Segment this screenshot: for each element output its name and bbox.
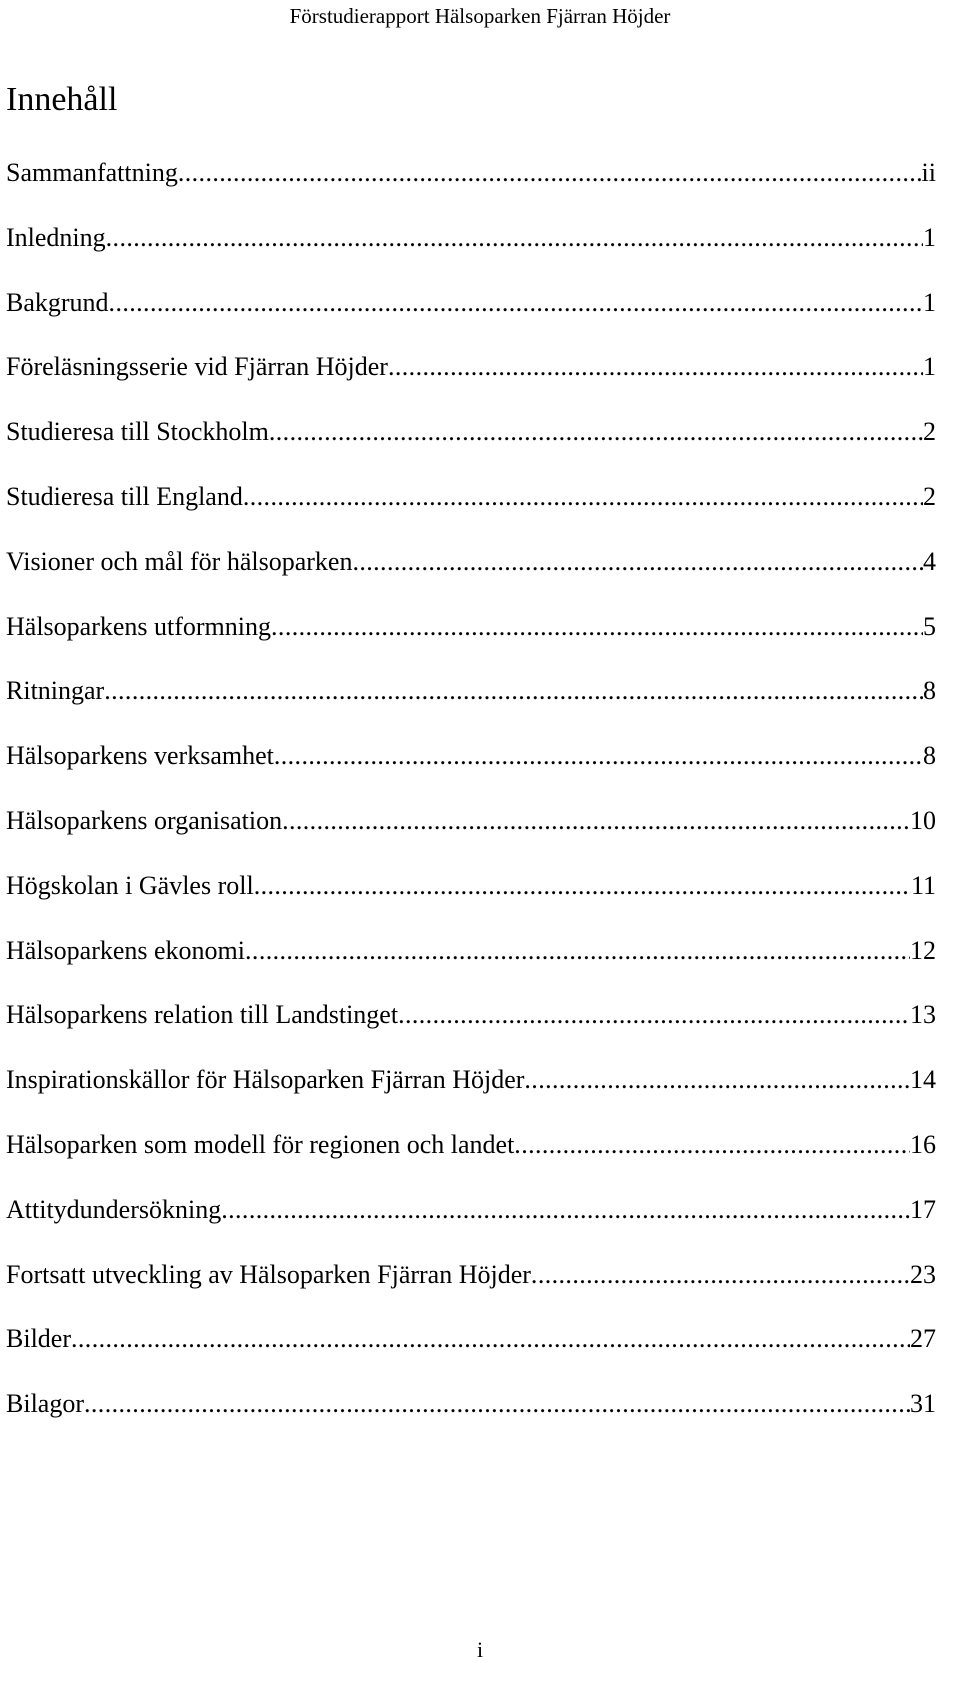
toc-entry-label: Högskolan i Gävles roll — [6, 870, 254, 900]
toc-entry-label: Visioner och mål för hälsoparken — [6, 546, 353, 576]
toc-entry-ekonomi[interactable] — [6, 934, 936, 999]
toc-entry-label: Inspirationskällor för Hälsoparken Fjärran Höjder — [6, 1065, 525, 1095]
toc-entry-inledning[interactable] — [6, 221, 936, 286]
dot-leader — [71, 1322, 910, 1356]
dot-leader — [245, 934, 910, 968]
toc-entry-inspirationskallor[interactable] — [6, 1063, 936, 1128]
toc-entry-sammanfattning[interactable] — [6, 156, 936, 221]
toc-entry-label: Hälsoparkens utformning — [6, 611, 272, 641]
toc-entry-label: Hälsoparkens relation till Landstinget — [6, 1000, 399, 1030]
toc-entry-page: 4 — [923, 546, 936, 576]
dot-leader — [274, 739, 923, 773]
toc-entry-label: Ritningar — [6, 676, 105, 706]
toc-entry-label: Studieresa till England — [6, 481, 243, 511]
toc-entry-label: Hälsoparkens ekonomi — [6, 935, 246, 965]
toc-entry-label: Hälsoparken som modell för regionen och landet — [6, 1129, 515, 1159]
toc-entry-label: Föreläsningsserie vid Fjärran Höjder — [6, 352, 388, 382]
dot-leader — [221, 1193, 910, 1227]
toc-entry-page: 10 — [910, 805, 936, 835]
toc-entry-forelasningsserie[interactable] — [6, 350, 936, 415]
dot-leader — [352, 545, 923, 579]
toc-entry-attitydundersokning[interactable] — [6, 1193, 936, 1258]
toc-entry-page: 31 — [910, 1389, 936, 1419]
toc-entry-hogskolan[interactable] — [6, 869, 936, 934]
toc-entry-label: Inledning — [6, 222, 106, 252]
dot-leader — [282, 804, 910, 838]
dot-leader — [388, 350, 923, 384]
toc-entry-modell[interactable] — [6, 1128, 936, 1193]
toc-list — [6, 156, 936, 1452]
dot-leader — [243, 480, 923, 514]
toc-entry-label: Bilder — [6, 1324, 71, 1354]
dot-leader — [104, 674, 923, 708]
toc-entry-label: Hälsoparkens organisation — [6, 805, 283, 835]
toc-entry-page: 1 — [923, 352, 936, 382]
dot-leader — [106, 221, 923, 255]
running-header: Förstudierapport Hälsoparken Fjärran Höjder — [289, 4, 671, 28]
dot-leader — [271, 610, 923, 644]
toc-entry-page: 12 — [910, 935, 936, 965]
toc-entry-page: 27 — [910, 1324, 936, 1354]
toc-entry-page: 2 — [923, 417, 936, 447]
toc-entry-page: 14 — [910, 1065, 936, 1095]
toc-entry-bilagor[interactable] — [6, 1387, 936, 1452]
dot-leader — [524, 1063, 910, 1097]
toc-entry-organisation[interactable] — [6, 804, 936, 869]
toc-entry-label: Studieresa till Stockholm — [6, 417, 269, 447]
dot-leader — [178, 156, 922, 190]
toc-entry-verksamhet[interactable] — [6, 739, 936, 804]
dot-leader — [269, 415, 923, 449]
dot-leader — [254, 869, 911, 903]
toc-entry-label: Bakgrund — [6, 287, 109, 317]
toc-entry-page: 8 — [923, 741, 936, 771]
toc-entry-label: Fortsatt utveckling av Hälsoparken Fjärran Höjder — [6, 1259, 531, 1289]
toc-entry-studieresa-england[interactable] — [6, 480, 936, 545]
toc-entry-fortsatt-utveckling[interactable] — [6, 1258, 936, 1323]
toc-entry-page: 16 — [910, 1129, 936, 1159]
dot-leader — [398, 998, 910, 1032]
dot-leader — [531, 1258, 910, 1292]
toc-title: Innehåll — [6, 81, 118, 118]
toc-entry-page: 1 — [923, 287, 936, 317]
toc-entry-label: Hälsoparkens verksamhet — [6, 741, 274, 771]
toc-entry-page: 23 — [910, 1259, 936, 1289]
toc-entry-page: 5 — [923, 611, 936, 641]
toc-entry-landstinget[interactable] — [6, 998, 936, 1063]
toc-entry-page: 8 — [923, 676, 936, 706]
toc-entry-page: 11 — [910, 870, 936, 900]
toc-entry-bakgrund[interactable] — [6, 286, 936, 351]
toc-entry-utformning[interactable] — [6, 610, 936, 675]
toc-entry-bilder[interactable] — [6, 1322, 936, 1387]
toc-entry-page: 2 — [923, 481, 936, 511]
toc-entry-page: ii — [921, 158, 936, 187]
dot-leader — [84, 1387, 910, 1421]
toc-entry-visioner[interactable] — [6, 545, 936, 610]
toc-entry-page: 1 — [923, 222, 936, 252]
toc-entry-label: Sammanfattning — [6, 158, 178, 187]
dot-leader — [109, 286, 923, 320]
toc-entry-page: 13 — [910, 1000, 936, 1030]
page-number: i — [476, 1637, 484, 1662]
toc-entry-label: Bilagor — [6, 1389, 84, 1419]
toc-entry-page: 17 — [910, 1194, 936, 1224]
toc-entry-studieresa-stockholm[interactable] — [6, 415, 936, 480]
dot-leader — [514, 1128, 910, 1162]
toc-entry-ritningar[interactable] — [6, 674, 936, 739]
toc-entry-label: Attitydundersökning — [6, 1194, 222, 1224]
